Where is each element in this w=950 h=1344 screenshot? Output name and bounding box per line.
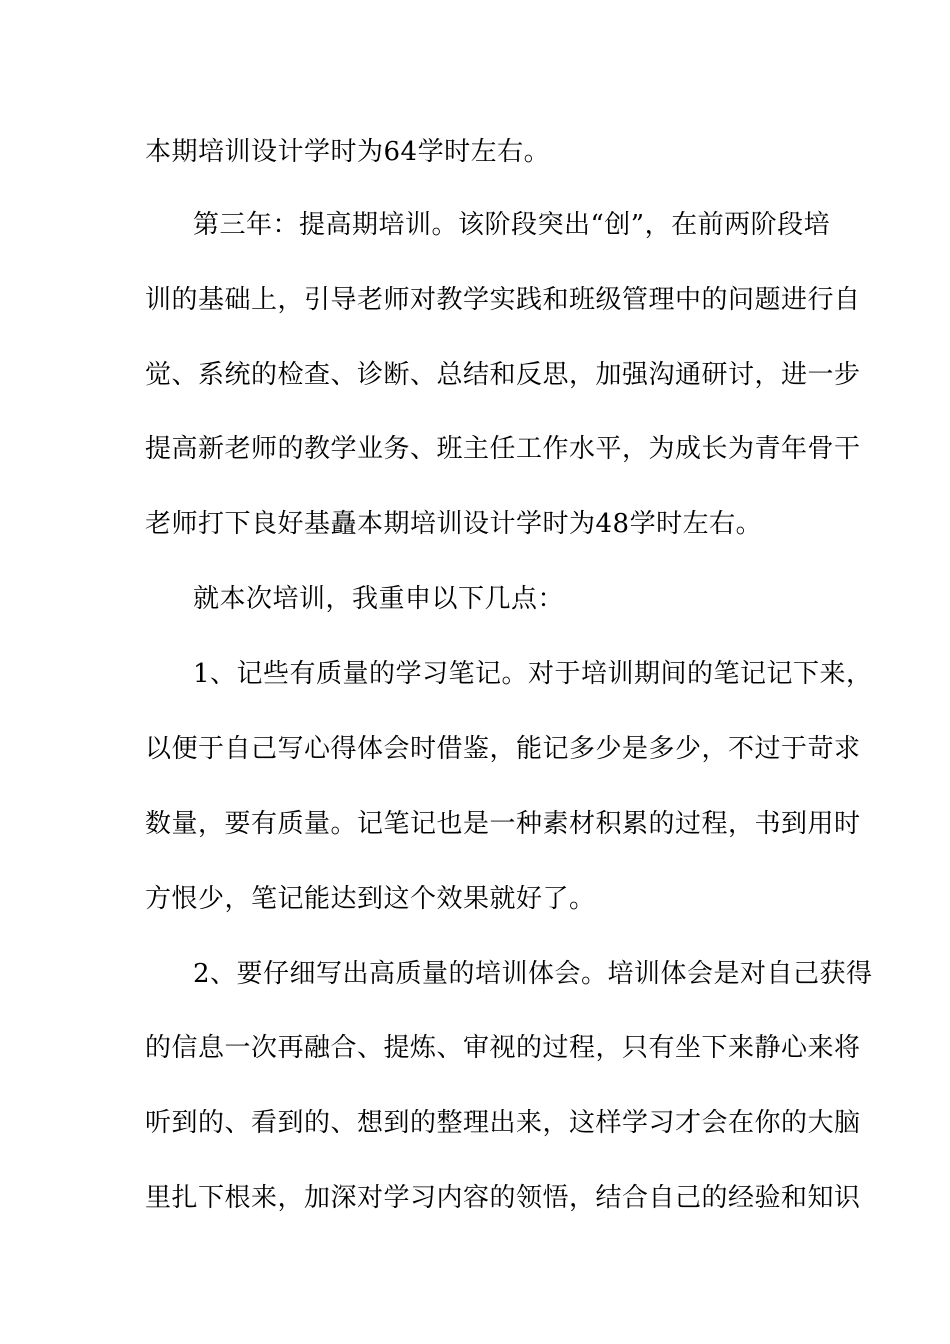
text-line: 第三年：提高期培训。该阶段突出“创”，在前两阶段培 — [193, 210, 831, 240]
text-line: 1、记些有质量的学习笔记。对于培训期间的笔记记下来， — [193, 659, 873, 689]
text-line: 2、要仔细写出高质量的培训体会。培训体会是对自己获得 — [193, 959, 873, 989]
text-line: 听到的、看到的、想到的整理出来，这样学习才会在你的大脑 — [145, 1108, 861, 1138]
text-line: 以便于自己写心得体会时借鉴，能记多少是多少，不过于苛求 — [145, 734, 861, 764]
text-line: 就本次培训，我重申以下几点： — [193, 584, 565, 614]
text-line: 提高新老师的教学业务、班主任工作水平，为成长为青年骨干 — [145, 434, 861, 464]
text-line: 的信息一次再融合、提炼、审视的过程，只有坐下来静心来将 — [145, 1033, 861, 1063]
text-line: 里扎下根来，加深对学习内容的领悟，结合自己的经验和知识 — [145, 1183, 861, 1213]
text-line: 老师打下良好基矗本期培训设计学时为48学时左右。 — [145, 509, 763, 539]
text-line: 方恨少，笔记能达到这个效果就好了。 — [145, 884, 596, 914]
text-line: 本期培训设计学时为64学时左右。 — [145, 137, 551, 167]
text-line: 训的基础上，引导老师对教学实践和班级管理中的问题进行自 — [145, 285, 861, 315]
text-line: 觉、系统的检查、诊断、总结和反思，加强沟通研讨，进一步 — [145, 360, 861, 390]
text-line: 数量，要有质量。记笔记也是一种素材积累的过程，书到用时 — [145, 809, 861, 839]
